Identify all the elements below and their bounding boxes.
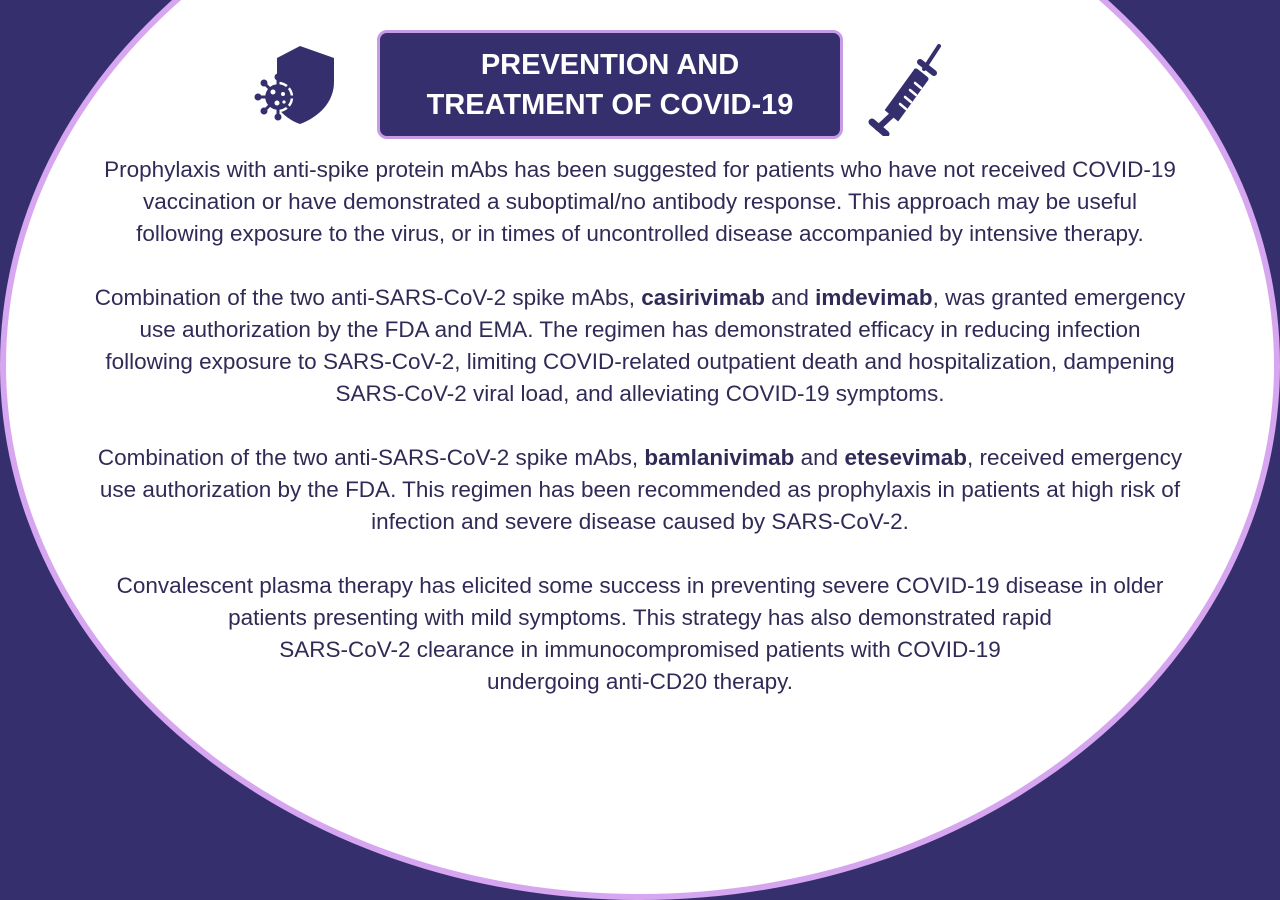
- text-fragment: , was granted emergency: [932, 285, 1186, 310]
- text-line: following exposure to SARS-CoV-2, limiting COVID-related outpatient death and hospitalization, dampening: [105, 349, 1175, 374]
- text-fragment: and: [794, 445, 845, 470]
- text-fragment: Combination of the two anti-SARS-CoV-2 spike mAbs,: [94, 285, 642, 310]
- drug-name: etesevimab: [844, 445, 968, 470]
- body-text: [45, 154, 1235, 698]
- syringe-icon: [868, 42, 944, 136]
- paragraph-prophylaxis: [45, 154, 1235, 250]
- text-line: undergoing anti-CD20 therapy.: [486, 669, 794, 694]
- drug-name: imdevimab: [815, 285, 933, 310]
- text-fragment: , received emergency: [967, 445, 1183, 470]
- title-banner: [377, 30, 843, 139]
- text-line: SARS-CoV-2 clearance in immunocompromised patients with COVID-19: [279, 637, 1001, 662]
- title-line-1: PREVENTION AND: [480, 48, 740, 81]
- title-line-2: TREATMENT OF COVID-19: [426, 88, 794, 121]
- paragraph-convalescent-plasma: [45, 570, 1235, 698]
- drug-name: bamlanivimab: [644, 445, 795, 470]
- text-fragment: and: [765, 285, 816, 310]
- text-line: infection and severe disease caused by SARS-CoV-2.: [371, 509, 909, 534]
- text-line: use authorization by the FDA. This regimen has been recommended as prophylaxis in patients at high risk of: [99, 477, 1181, 502]
- drug-name: casirivimab: [641, 285, 766, 310]
- paragraph-bamlanivimab-etesevimab: [45, 442, 1235, 538]
- text-line: use authorization by the FDA and EMA. The regimen has demonstrated efficacy in reducing infection: [139, 317, 1141, 342]
- text-line: patients presenting with mild symptoms. This strategy has also demonstrated rapid: [228, 605, 1052, 630]
- text-line: Prophylaxis with anti-spike protein mAbs has been suggested for patients who have not received COVID-19: [104, 157, 1176, 182]
- text-fragment: Combination of the two anti-SARS-CoV-2 spike mAbs,: [97, 445, 645, 470]
- virus-shield-icon: [253, 42, 337, 126]
- paragraph-casirivimab-imdevimab: [45, 282, 1235, 410]
- text-line: following exposure to the virus, or in times of uncontrolled disease accompanied by intensive therapy.: [136, 221, 1144, 246]
- text-line: SARS-CoV-2 viral load, and alleviating COVID-19 symptoms.: [335, 381, 945, 406]
- text-line: Convalescent plasma therapy has elicited some success in preventing severe COVID-19 disease in older: [116, 573, 1164, 598]
- text-line: vaccination or have demonstrated a suboptimal/no antibody response. This approach may be useful: [143, 189, 1137, 214]
